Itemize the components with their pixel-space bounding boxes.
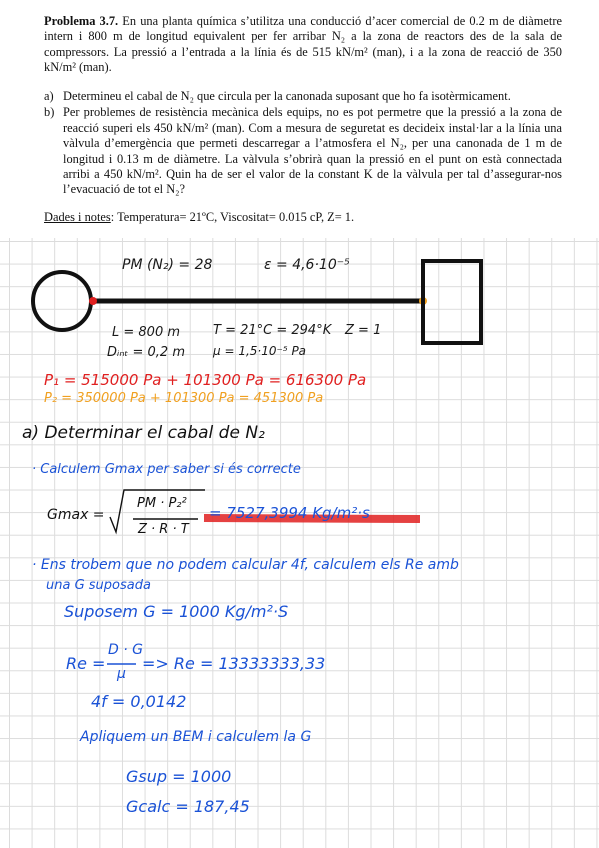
viscosity-note: μ = 1,5·10⁻⁵ Pa — [213, 344, 307, 358]
friction-factor: 4f = 0,0142 — [91, 692, 187, 711]
p2-note: P₂ = 350000 Pa + 101300 Pa = 451300 Pa — [44, 391, 324, 406]
problem-title: Problema 3.7. — [44, 14, 119, 28]
re-value: => Re = 13333333,33 — [142, 654, 326, 673]
z-note: Z = 1 — [345, 323, 382, 338]
problem-intro: En una planta química s’utilitza una conducció d’acer comercial de 0.2 m de diàmetre intern i 800 m de longitud equivalent per fer arribar N₂ a la zona de reactors des de la sala de compressors. La pressió a l’entrada a la línia és de 515 kN/m² (man), i a la zona de reacció de 350 kN/m² (man). — [44, 14, 562, 75]
length-note: L = 800 m — [112, 325, 181, 340]
p1-note: P₁ = 515000 Pa + 101300 Pa = 616300 Pa — [44, 371, 367, 389]
reactor-box — [423, 261, 481, 343]
compressor-circle — [33, 272, 91, 330]
bullet-reynolds-1: · Ens trobem que no podem calcular 4f, calculem els Re amb — [32, 557, 459, 573]
inlet-point — [89, 297, 97, 305]
bullet-reynolds-2: una G suposada — [46, 578, 151, 593]
gmax-denominator: Z · R · T — [138, 522, 189, 537]
data-notes-label: Dades i notes — [44, 210, 111, 224]
gmax-label: Gmax = — [47, 507, 105, 523]
re-denominator: μ — [117, 666, 126, 682]
bem-note: Apliquem un BEM i calculem la G — [80, 729, 312, 745]
gmax-value: = 7527,3994 Kg/m²·s — [209, 504, 370, 522]
re-numerator: D · G — [108, 642, 143, 658]
diameter-note: Dᵢₙₜ = 0,2 m — [107, 345, 185, 360]
epsilon-note: ε = 4,6·10⁻⁵ — [264, 257, 350, 273]
bullet-gmax: · Calculem Gmax per saber si és correcte — [32, 462, 301, 477]
suppose-g: Suposem G = 1000 Kg/m²·S — [64, 602, 289, 621]
g-supposed: Gsup = 1000 — [126, 767, 232, 786]
g-calculated: Gcalc = 187,45 — [126, 797, 250, 816]
question-a: a) Determineu el cabal de N₂ que circula per la canonada suposant que ho fa isotèrmicament. — [44, 89, 511, 103]
part-a-heading: a) Determinar el cabal de N₂ — [22, 423, 265, 443]
question-b: b) Per problemes de resistència mecànica dels equips, no es pot permetre que la pressió a la zona de reacció superi els 450 kN/m² (man). Com a mesura de seguretat es decideix instal·lar a la línia una vàlvula d’emergència que permeti descarregar a l’atmosfera el N₂, per una canonada de 1 m de longitud i 0.13 m de diàmetre. La vàlvula s’obrirà quan la pressió en el punt on està connectada arribi a 450 kN/m². Quin ha de ser el valor de la constant K de la vàlvula per tal d’assegurar-nos l’evacuació de tot el N₂? — [44, 105, 562, 197]
data-notes-text: : Temperatura= 21ºC, Viscositat= 0.015 cP, Z= 1. — [110, 210, 355, 224]
pm-note: PM (N₂) = 28 — [122, 257, 213, 273]
re-label: Re = — [66, 654, 106, 673]
gmax-numerator: PM · P₂² — [137, 496, 187, 511]
temperature-note: T = 21°C = 294°K — [213, 323, 332, 338]
